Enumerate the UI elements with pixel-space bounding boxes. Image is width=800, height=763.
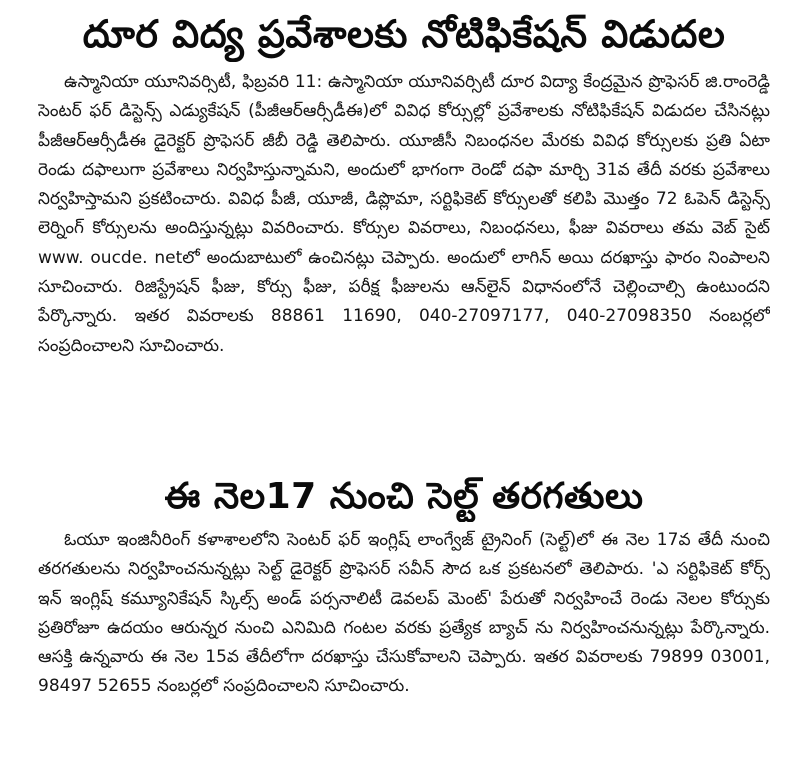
article-celt-classes-body: ఓయూ ఇంజినీరింగ్ కళాశాలలోని సెంటర్ ఫర్ ఇంగ్లిష్ లాంగ్వేజ్ ట్రైనింగ్ (సెల్ట్)లో ఈ నెల 17వ తేదీ నుంచి తరగతులను నిర్వహించనున్నట్లు సెల్ట్ డైరెక్టర్ ప్రొఫెసర్ సవీన్ సౌద ఒక ప్రకటనలో తెలిపారు. 'ఎ సర్టిఫికెట్ కోర్స్ ఇన్ ఇంగ్లిష్ కమ్యూనికేషన్ స్కిల్స్ అండ్ పర్సనాలిటీ డెవలప్ మెంట్' పేరుతో నిర్వహించే రెండు నెలల కోర్సుకు ప్రతిరోజూ ఉదయం ఆరున్నర నుంచి ఎనిమిది గంటల వరకు ప్రత్యేక బ్యాచ్ ను నిర్వహించనున్నట్లు పేర్కొన్నారు. ఆసక్తి ఉన్నవారు ఈ నెల 15వ తేదీలోగా దరఖాస్తు చేసుకోవాలని చెప్పారు. ఇతర వివరాలకు 79899 03001, 98497 52655 నంబర్లలో సంప్రదించాలని సూచించారు.	[38, 530, 770, 697]
headline-distance-education: దూర విద్య ప్రవేశాలకు నోటిఫికేషన్ విడుదల	[82, 12, 726, 56]
headline-celt-classes: ఈ నెల17 నుంచి సెల్ట్ తరగతులు	[164, 476, 644, 517]
article-distance-education-body: ఉస్మానియా యూనివర్సిటీ, ఫిబ్రవరి 11: ఉస్మానియా యూనివర్సిటీ దూర విద్యా కేంద్రమైన ప్రొఫెసర్ జి.రాంరెడ్డి సెంటర్ ఫర్ డిస్టెన్స్ ఎడ్యుకేషన్ (పీజీఆర్ఆర్సీడీఈ)లో వివిధ కోర్సుల్లో ప్రవేశాలకు నోటిఫికేషన్ విడుదల చేసినట్లు పీజీఆర్ఆర్సీడీఈ డైరెక్టర్ ప్రొఫెసర్ జీబీ రెడ్డి తెలిపారు. యూజీసీ నిబంధనల మేరకు వివిధ కోర్సులకు ప్రతి ఏటా రెండు దఫాలుగా ప్రవేశాలు నిర్వహిస్తున్నామని, అందులో భాగంగా రెండో దఫా మార్చి 31వ తేదీ వరకు ప్రవేశాలు నిర్వహిస్తామని ప్రకటించారు. వివిధ పీజీ, యూజీ, డిప్లొమా, సర్టిఫికెట్ కోర్సులతో కలిపి మొత్తం 72 ఓపెన్ డిస్టెన్స్ లెర్నింగ్ కోర్సులను అందిస్తున్నట్లు వివరించారు. కోర్సుల వివరాలు, నిబంధనలు, ఫీజు వివరాలు తమ వెబ్ సైట్ www. oucde. netలో అందుబాటులో ఉంచినట్లు చెప్పారు. అందులో లాగిన్ అయి దరఖాస్తు ఫారం నింపాలని సూచించారు. రిజిస్ట్రేషన్ ఫీజు, కోర్సు ఫీజు, పరీక్ష ఫీజులను ఆన్‌లైన్ విధానంలోనే చెల్లించాల్సి ఉంటుందని పేర్కొన్నారు. ఇతర వివరాలకు 88861 11690, 040-27097177, 040-27098350 నంబర్లలో సంప్రదించాలని సూచించారు.	[38, 72, 770, 356]
